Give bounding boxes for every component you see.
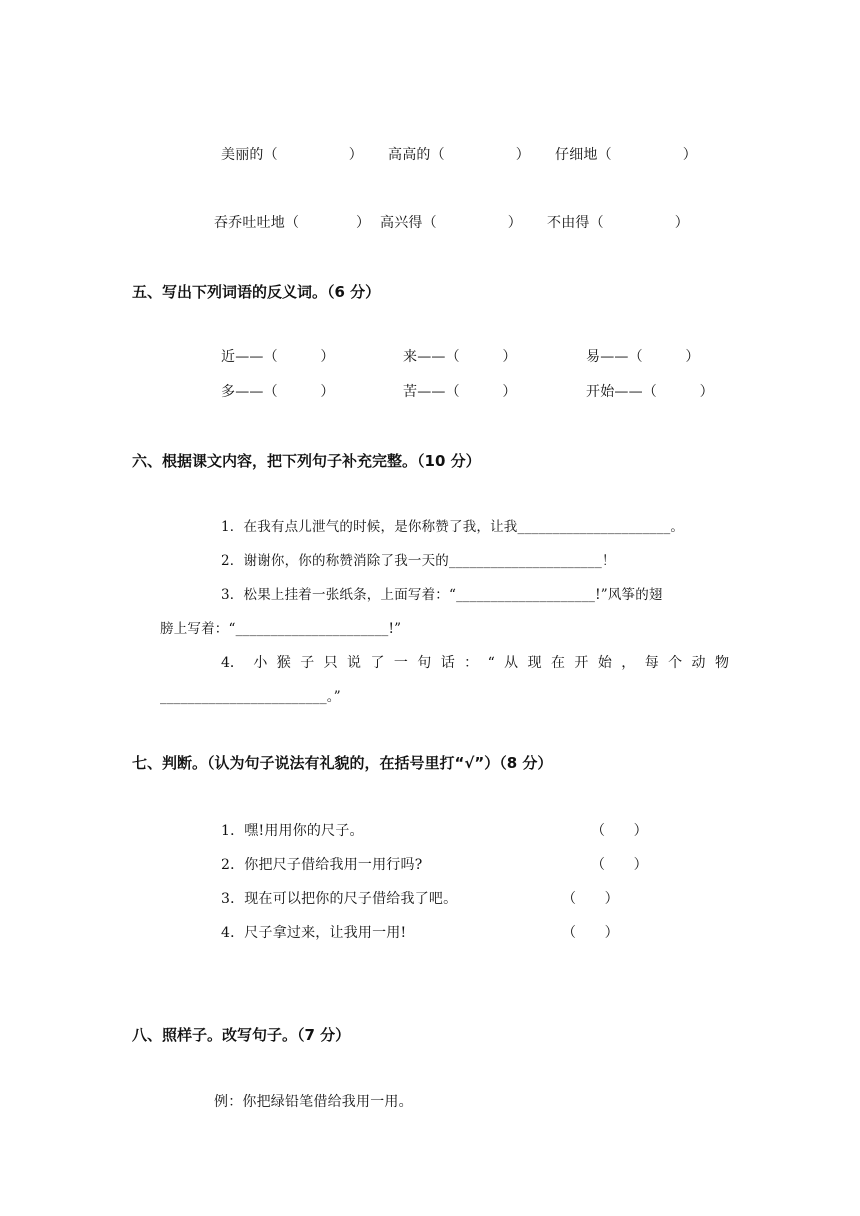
q4-char: 现 bbox=[527, 655, 542, 671]
antonym-3: 易——（ ） bbox=[586, 349, 700, 365]
fill-word-5: 高兴得（ ） bbox=[380, 215, 522, 231]
antonym-1: 近——（ ） bbox=[221, 349, 335, 365]
q4-char: 句 bbox=[417, 655, 432, 671]
antonym-6: 开始——（ ） bbox=[586, 384, 714, 400]
completion-q3-line1: 3．松果上挂着一张纸条，上面写着：“____________________!”风筝的翅 bbox=[221, 587, 663, 603]
fill-word-1: 美丽的（ ） bbox=[221, 147, 363, 163]
q4-char: ： bbox=[464, 655, 479, 671]
q4-char: 猴 bbox=[276, 655, 291, 671]
judge-box-3: （ ） bbox=[562, 891, 619, 907]
q4-char: 只 bbox=[323, 655, 338, 671]
judge-box-2: （ ） bbox=[591, 857, 648, 873]
q4-char: 子 bbox=[300, 655, 315, 671]
antonym-2: 来——（ ） bbox=[403, 349, 517, 365]
q4-char: 始 bbox=[597, 655, 612, 671]
q4-char: “ bbox=[487, 655, 495, 671]
section-6-title: 六、根据课文内容，把下列句子补充完整。（10 分） bbox=[132, 452, 481, 470]
completion-q1: 1．在我有点儿泄气的时候，是你称赞了我，让我______________________。 bbox=[221, 519, 685, 535]
antonym-5: 苦——（ ） bbox=[403, 384, 517, 400]
q4-char: 在 bbox=[551, 655, 565, 671]
judge-item-3: 3．现在可以把你的尺子借给我了吧。 bbox=[221, 891, 458, 907]
q4-char: 个 bbox=[668, 655, 683, 671]
fill-word-3: 仔细地（ ） bbox=[555, 147, 697, 163]
q4-char: 说 bbox=[347, 655, 362, 671]
completion-q4-line2: ________________________。” bbox=[160, 689, 341, 705]
judge-box-1: （ ） bbox=[591, 823, 648, 839]
fill-word-4: 吞乔吐吐地（ ） bbox=[214, 215, 371, 231]
completion-q3-line2: 膀上写着：“______________________!” bbox=[160, 621, 402, 637]
section-7-title: 七、判断。（认为句子说法有礼貌的，在括号里打“√”）（8 分） bbox=[132, 754, 553, 772]
judge-item-4: 4．尺子拿过来，让我用一用! bbox=[221, 925, 407, 941]
q4-char: 开 bbox=[574, 655, 589, 671]
q4-char: 话 bbox=[440, 655, 455, 671]
judge-box-4: （ ） bbox=[562, 925, 619, 941]
q4-char: 从 bbox=[504, 655, 519, 671]
rewrite-example: 例：你把绿铅笔借给我用一用。 bbox=[214, 1094, 413, 1110]
antonym-4: 多——（ ） bbox=[221, 384, 335, 400]
q4-char: ， bbox=[621, 655, 636, 671]
q4-char: 动 bbox=[691, 655, 706, 671]
q4-char: 4． bbox=[221, 655, 244, 671]
completion-q4-line1 bbox=[221, 654, 729, 672]
judge-item-2: 2．你把尺子借给我用一用行吗? bbox=[221, 857, 423, 873]
q4-char: 小 bbox=[253, 655, 268, 671]
section-5-title: 五、写出下列词语的反义词。（6 分） bbox=[132, 283, 381, 301]
judge-item-1: 1．嘿!用用你的尺子。 bbox=[221, 823, 364, 839]
section-8-title: 八、照样子。改写句子。（7 分） bbox=[132, 1026, 351, 1044]
q4-char: 一 bbox=[393, 655, 408, 671]
q4-char: 了 bbox=[370, 655, 385, 671]
fill-word-2: 高高的（ ） bbox=[388, 147, 530, 163]
q4-char: 物 bbox=[714, 655, 729, 671]
fill-word-6: 不由得（ ） bbox=[547, 215, 689, 231]
completion-q2: 2．谢谢你，你的称赞消除了我一天的______________________！ bbox=[221, 553, 616, 569]
q4-char: 每 bbox=[644, 655, 659, 671]
